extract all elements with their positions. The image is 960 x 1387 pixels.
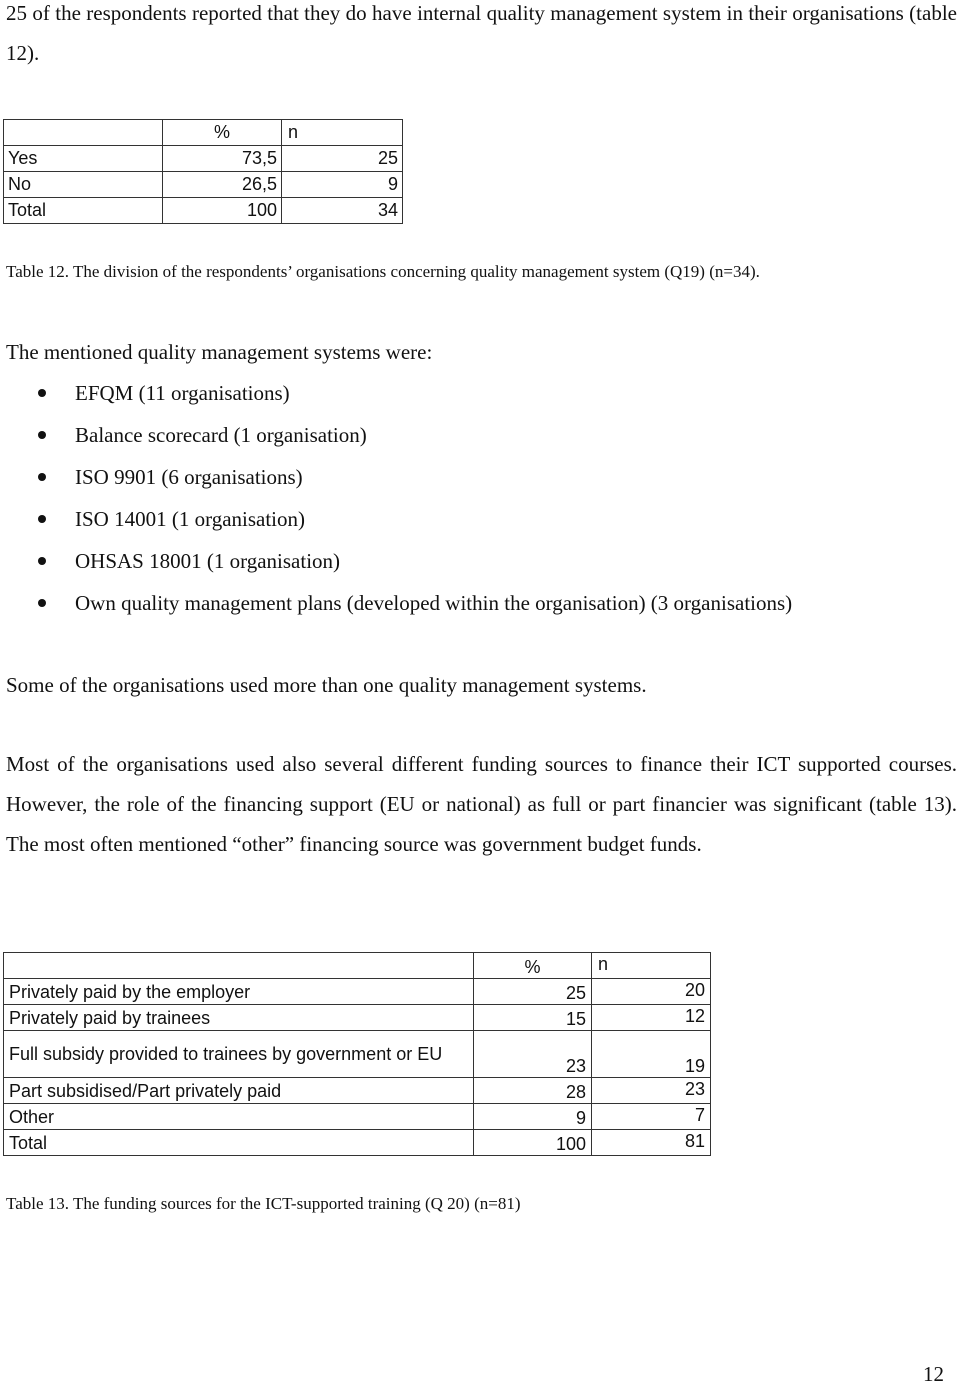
table-row	[4, 1130, 711, 1156]
table-row	[4, 1005, 711, 1031]
table-row	[4, 979, 711, 1005]
row-label: Total	[4, 198, 163, 224]
bullet-icon	[38, 557, 46, 565]
table-row	[4, 1078, 711, 1104]
row-pct: 73,5	[163, 146, 282, 172]
bullet-icon	[38, 431, 46, 439]
list-item-text: Own quality management plans (developed within the organisation) (3 organisations)	[75, 591, 793, 615]
table-12	[3, 119, 403, 224]
intro-paragraph: 25 of the respondents reported that they do have internal quality management system in their organisations (table 12).	[6, 1, 957, 65]
list-item-text: EFQM (11 organisations)	[75, 381, 290, 405]
row-label: Part subsidised/Part privately paid	[4, 1078, 474, 1104]
list-item-text: ISO 14001 (1 organisation)	[75, 507, 306, 531]
table-header-pct: %	[474, 953, 592, 979]
row-pct: 26,5	[163, 172, 282, 198]
some-orgs-paragraph: Some of the organisations used more than one quality management systems.	[6, 673, 647, 697]
list-item-text: Balance scorecard (1 organisation)	[75, 423, 367, 447]
bullet-icon	[38, 473, 46, 481]
bullet-icon	[38, 599, 46, 607]
table-header-n: n	[282, 120, 403, 146]
list-item	[0, 498, 792, 540]
table-row	[4, 1031, 711, 1078]
bullet-icon	[38, 389, 46, 397]
row-n: 23	[592, 1078, 711, 1104]
table-row	[4, 198, 403, 224]
table-header-cell	[4, 953, 474, 979]
list-item	[0, 582, 792, 624]
list-item	[0, 540, 792, 582]
list-item	[0, 456, 792, 498]
list-item	[0, 372, 792, 414]
table-row	[4, 1104, 711, 1130]
table-row	[4, 172, 403, 198]
table-row	[4, 146, 403, 172]
row-pct: 100	[474, 1130, 592, 1156]
row-label: Other	[4, 1104, 474, 1130]
table-header-pct: %	[163, 120, 282, 146]
row-n: 9	[282, 172, 403, 198]
row-n: 81	[592, 1130, 711, 1156]
row-pct: 23	[474, 1031, 592, 1078]
list-item-text: OHSAS 18001 (1 organisation)	[75, 549, 341, 573]
row-n: 12	[592, 1005, 711, 1031]
row-n: 25	[282, 146, 403, 172]
funding-paragraph: Most of the organisations used also several different funding sources to finance their ICT supported courses. However, the role of the financing support (EU or national) as full or part financier was significant (table 13). The most often mentioned “other” financing source was government budget funds.	[6, 752, 957, 856]
row-label: Privately paid by trainees	[4, 1005, 474, 1031]
table-header-cell	[4, 120, 163, 146]
list-item-text: ISO 9901 (6 organisations)	[75, 465, 303, 489]
row-label: No	[4, 172, 163, 198]
row-n: 20	[592, 979, 711, 1005]
row-label: Total	[4, 1130, 474, 1156]
row-label: Privately paid by the employer	[4, 979, 474, 1005]
row-pct: 9	[474, 1104, 592, 1130]
list-intro: The mentioned quality management systems were:	[6, 340, 433, 364]
bullet-icon	[38, 515, 46, 523]
qms-list	[0, 372, 792, 624]
row-n: 7	[592, 1104, 711, 1130]
table-13-caption: Table 13. The funding sources for the ICT-supported training (Q 20) (n=81)	[6, 1194, 521, 1213]
table-header-row	[4, 120, 403, 146]
table-header-row	[4, 953, 711, 979]
table-12-caption: Table 12. The division of the respondents’ organisations concerning quality management system (Q19) (n=34).	[6, 262, 760, 281]
page-number: 12	[923, 1362, 944, 1386]
row-pct: 100	[163, 198, 282, 224]
row-label: Yes	[4, 146, 163, 172]
table-13	[3, 952, 711, 1156]
row-pct: 25	[474, 979, 592, 1005]
row-pct: 15	[474, 1005, 592, 1031]
row-n: 34	[282, 198, 403, 224]
row-label: Full subsidy provided to trainees by government or EU	[4, 1031, 474, 1078]
list-item	[0, 414, 792, 456]
row-pct: 28	[474, 1078, 592, 1104]
table-header-n: n	[592, 953, 711, 979]
row-n: 19	[592, 1031, 711, 1078]
